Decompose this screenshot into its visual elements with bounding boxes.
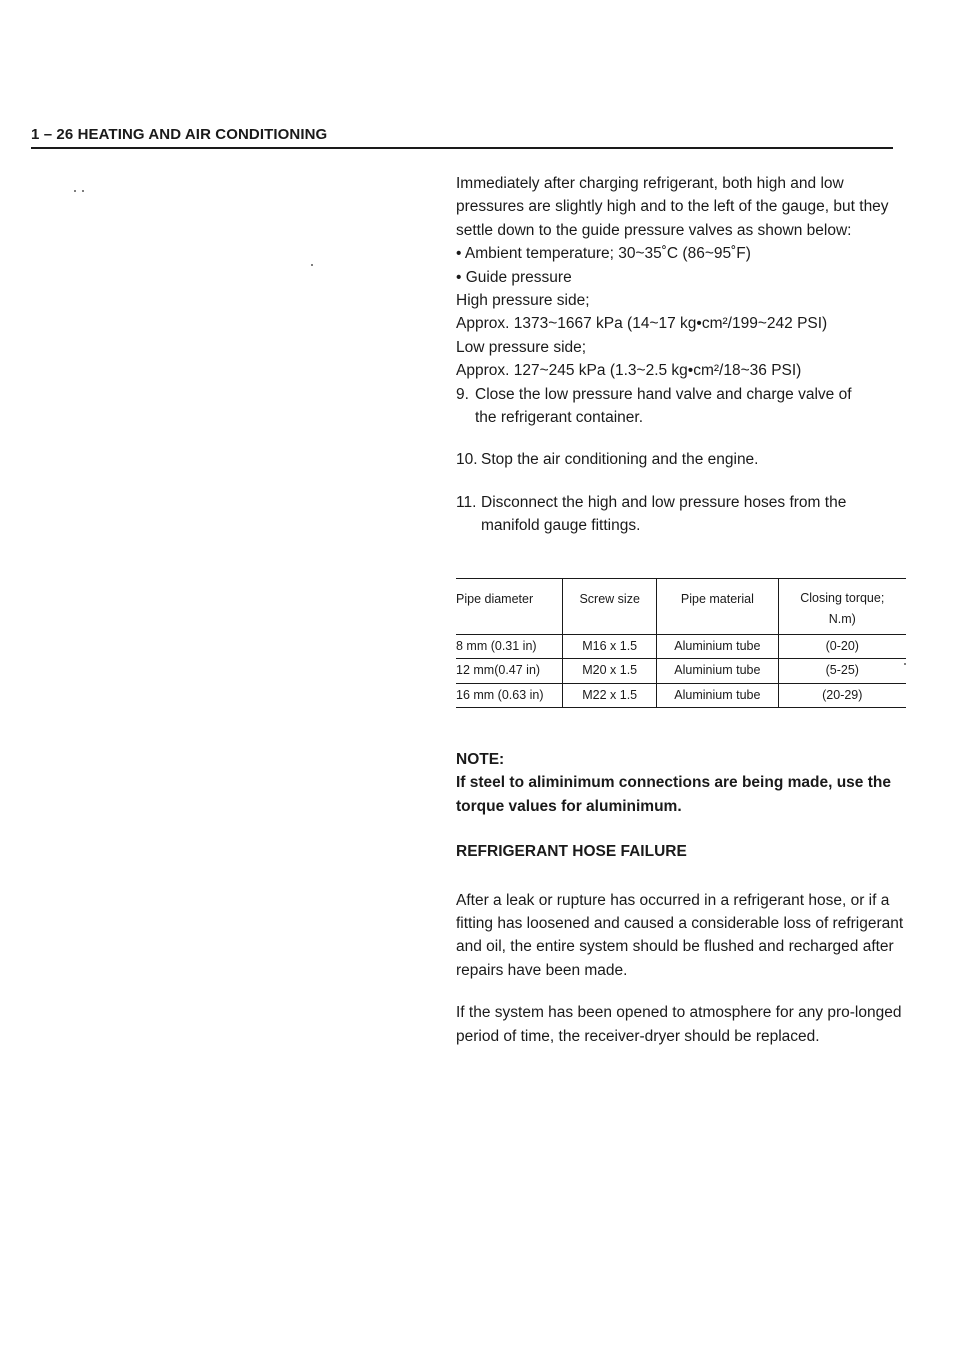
header-pipe-diameter: Pipe diameter: [456, 578, 563, 634]
low-pressure-value: Approx. 127~245 kPa (1.3~2.5 kg•cm²/18~36 PSI): [456, 362, 802, 380]
cell-screw-size: M16 x 1.5: [563, 634, 657, 658]
table-row: [456, 659, 906, 683]
scan-speck: [82, 190, 84, 192]
cell-pipe-material: Aluminium tube: [657, 659, 778, 683]
step-text: the refrigerant container.: [475, 409, 644, 427]
main-content: [456, 172, 906, 1048]
cell-closing-torque: (5-25): [778, 659, 906, 683]
cell-pipe-material: Aluminium tube: [657, 683, 778, 707]
cell-pipe-material: Aluminium tube: [657, 634, 778, 658]
step-number: 11.: [456, 493, 477, 511]
cell-pipe-diameter: 16 mm (0.63 in): [456, 683, 563, 707]
step-text: Close the low pressure hand valve and charge valve of: [475, 385, 852, 403]
table-header-row: [456, 578, 906, 634]
section-paragraph-1: After a leak or rupture has occurred in a refrigerant hose, or if a fitting has loosened and caused a considerable loss of refrigerant and oil, the entire system should be flushed and recharged after repairs have been made.: [456, 891, 904, 979]
header-closing-torque-line1: Closing torque;: [800, 590, 885, 605]
bullet-guide-pressure: • Guide pressure: [456, 266, 906, 289]
note-body: If steel to aliminimum connections are being made, use the torque values for aluminimum.: [456, 774, 891, 815]
step-number: 10.: [456, 451, 478, 469]
high-pressure-value: Approx. 1373~1667 kPa (14~17 kg•cm²/199~242 PSI): [456, 315, 828, 333]
section-title: REFRIGERANT HOSE FAILURE: [456, 843, 687, 861]
table-row: [456, 634, 906, 658]
step-11: [456, 491, 906, 538]
page-header: 1 – 26 HEATING AND AIR CONDITIONING: [31, 126, 328, 143]
header-rule: [31, 147, 893, 149]
step-9: [456, 383, 906, 430]
low-pressure-label: Low pressure side;: [456, 338, 587, 356]
header-screw-size: Screw size: [563, 578, 657, 634]
scan-speck: [311, 264, 313, 266]
cell-pipe-diameter: 8 mm (0.31 in): [456, 634, 563, 658]
table-row: [456, 683, 906, 707]
header-closing-torque: [778, 578, 906, 634]
header-closing-torque-line2: N.m): [828, 611, 856, 626]
section-paragraph-2: If the system has been opened to atmosphere for any pro-longed period of time, the receiver-dryer should be replaced.: [456, 1004, 902, 1045]
step-10: [456, 448, 906, 471]
step-text: Stop the air conditioning and the engine.: [481, 451, 759, 469]
cell-screw-size: M20 x 1.5: [563, 659, 657, 683]
cell-pipe-diameter: 12 mm(0.47 in): [456, 659, 563, 683]
pipe-torque-table: [456, 578, 906, 708]
scan-speck: [74, 190, 76, 192]
header-pipe-material: Pipe material: [657, 578, 778, 634]
intro-paragraph: Immediately after charging refrigerant, both high and low pressures are slightly high and to the left of the gauge, but they settle down to the guide pressure valves as shown below:: [456, 175, 889, 239]
note-title: NOTE:: [456, 750, 505, 768]
cell-screw-size: M22 x 1.5: [563, 683, 657, 707]
high-pressure-label: High pressure side;: [456, 292, 590, 310]
cell-closing-torque: (0-20): [778, 634, 906, 658]
step-text: Disconnect the high and low pressure hoses from the: [481, 493, 847, 511]
step-number: 9.: [456, 385, 469, 403]
bullet-ambient-temperature: • Ambient temperature; 30~35˚C (86~95˚F): [456, 242, 906, 265]
cell-closing-torque: (20-29): [778, 683, 906, 707]
step-text: manifold gauge fittings.: [481, 517, 641, 535]
